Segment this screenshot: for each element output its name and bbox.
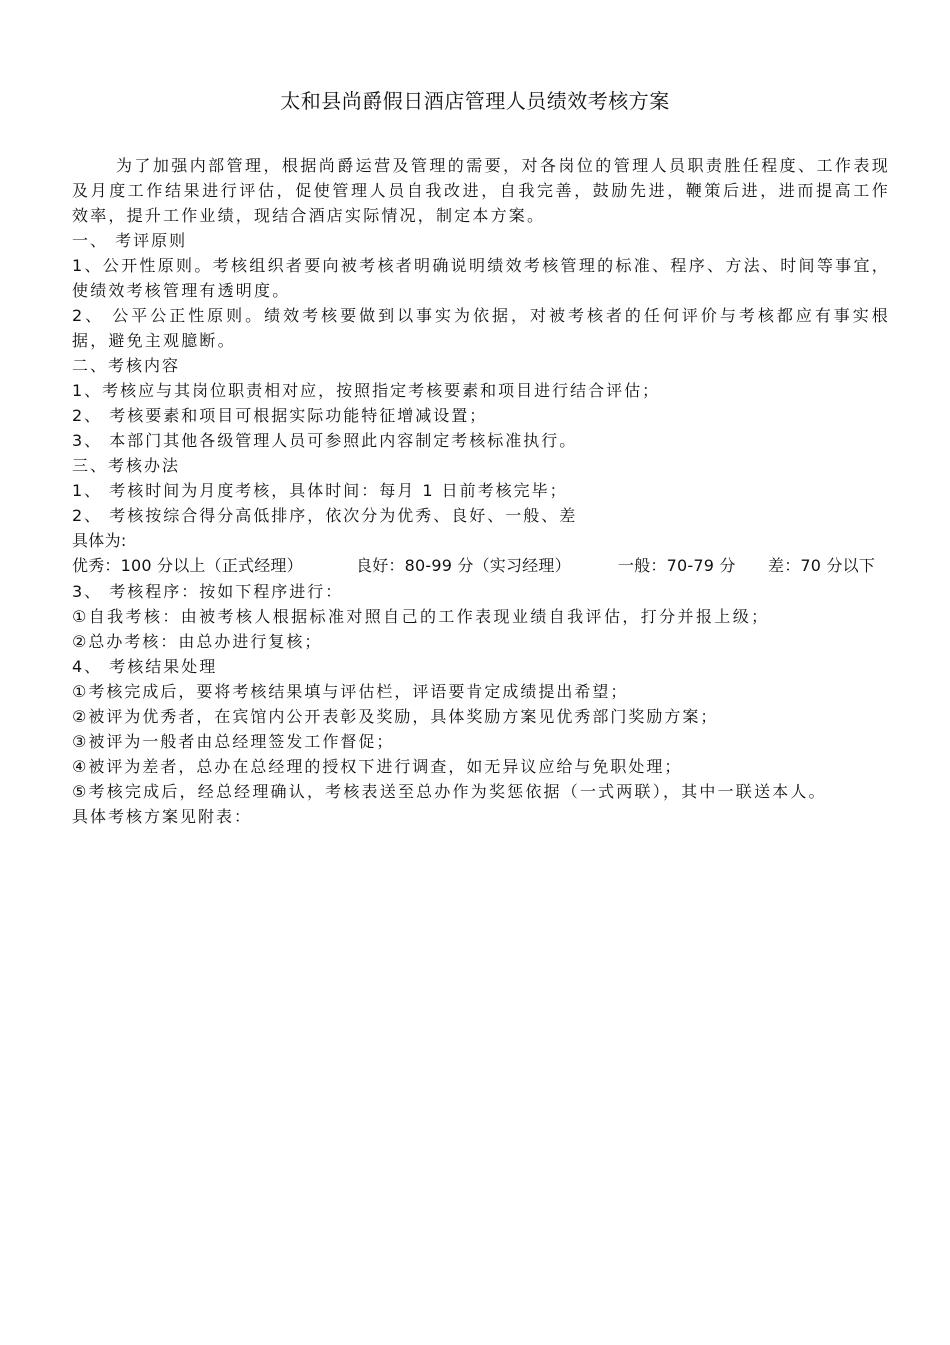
result-item: ②被评为优秀者，在宾馆内公开表彰及奖励，具体奖励方案见优秀部门奖励方案； xyxy=(72,707,719,726)
grade-excellent: 优秀：100 分以上（正式经理） xyxy=(72,556,303,575)
intro-paragraph: 为了加强内部管理，根据尚爵运营及管理的需要，对各岗位的管理人员职责胜任程度、工作表现及月度工作结果进行评估，促使管理人员自我改进，自我完善，鼓励先进，鞭策后进，进而提高工作效率，提升工作业绩，现结合酒店实际情况，制定本方案。 xyxy=(72,156,890,225)
method-item: 2、 考核按综合得分高低排序，依次分为优秀、良好、一般、差 xyxy=(72,506,578,525)
principle-item: 2、 公平公正性原则。绩效考核要做到以事实为依据，对被考核者的任何评价与考核都应有事实根据，避免主观臆断。 xyxy=(72,306,890,350)
section-heading-method: 三、考核办法 xyxy=(72,456,181,475)
detail-label: 具体为: xyxy=(72,531,127,550)
grade-good: 良好：80-99 分（实习经理） xyxy=(356,556,571,575)
grade-average: 一般：70-79 分 xyxy=(618,556,736,575)
closing-line: 具体考核方案见附表： xyxy=(72,807,253,826)
grade-row xyxy=(72,553,890,579)
section-heading-principles: 一、 考评原则 xyxy=(72,231,188,250)
grade-poor: 差：70 分以下 xyxy=(768,556,876,575)
procedure-item: ①自我考核：由被考核人根据标准对照自己的工作表现业绩自我评估，打分并报上级； xyxy=(72,607,770,626)
procedure-heading: 3、 考核程序：按如下程序进行： xyxy=(72,582,344,601)
document-title: 太和县尚爵假日酒店管理人员绩效考核方案 xyxy=(280,89,670,113)
principle-item: 1、公开性原则。考核组织者要向被考核者明确说明绩效考核管理的标准、程序、方法、时间等事宜，使绩效考核管理有透明度。 xyxy=(72,256,890,300)
result-item: ③被评为一般者由总经理签发工作督促； xyxy=(72,732,395,751)
result-item: ④被评为差者，总办在总经理的授权下进行调查，如无异议应给与免职处理； xyxy=(72,757,683,776)
method-item: 1、 考核时间为月度考核，具体时间：每月 1 日前考核完毕； xyxy=(72,481,568,500)
procedure-item: ②总办考核：由总办进行复核； xyxy=(72,632,323,651)
content-item: 2、 考核要素和项目可根据实际功能特征增减设置； xyxy=(72,406,488,425)
document-body xyxy=(72,153,890,829)
result-item: ①考核完成后，要将考核结果填与评估栏，评语要肯定成绩提出希望； xyxy=(72,682,629,701)
content-item: 3、 本部门其他各级管理人员可参照此内容制定考核标准执行。 xyxy=(72,431,578,450)
results-heading: 4、 考核结果处理 xyxy=(72,657,218,676)
result-item: ⑤考核完成后，经总经理确认，考核表送至总办作为奖惩依据（一式两联），其中一联送本人。 xyxy=(72,782,827,801)
section-heading-content: 二、考核内容 xyxy=(72,356,181,375)
content-item: 1、考核应与其岗位职责相对应，按照指定考核要素和项目进行结合评估； xyxy=(72,381,661,400)
